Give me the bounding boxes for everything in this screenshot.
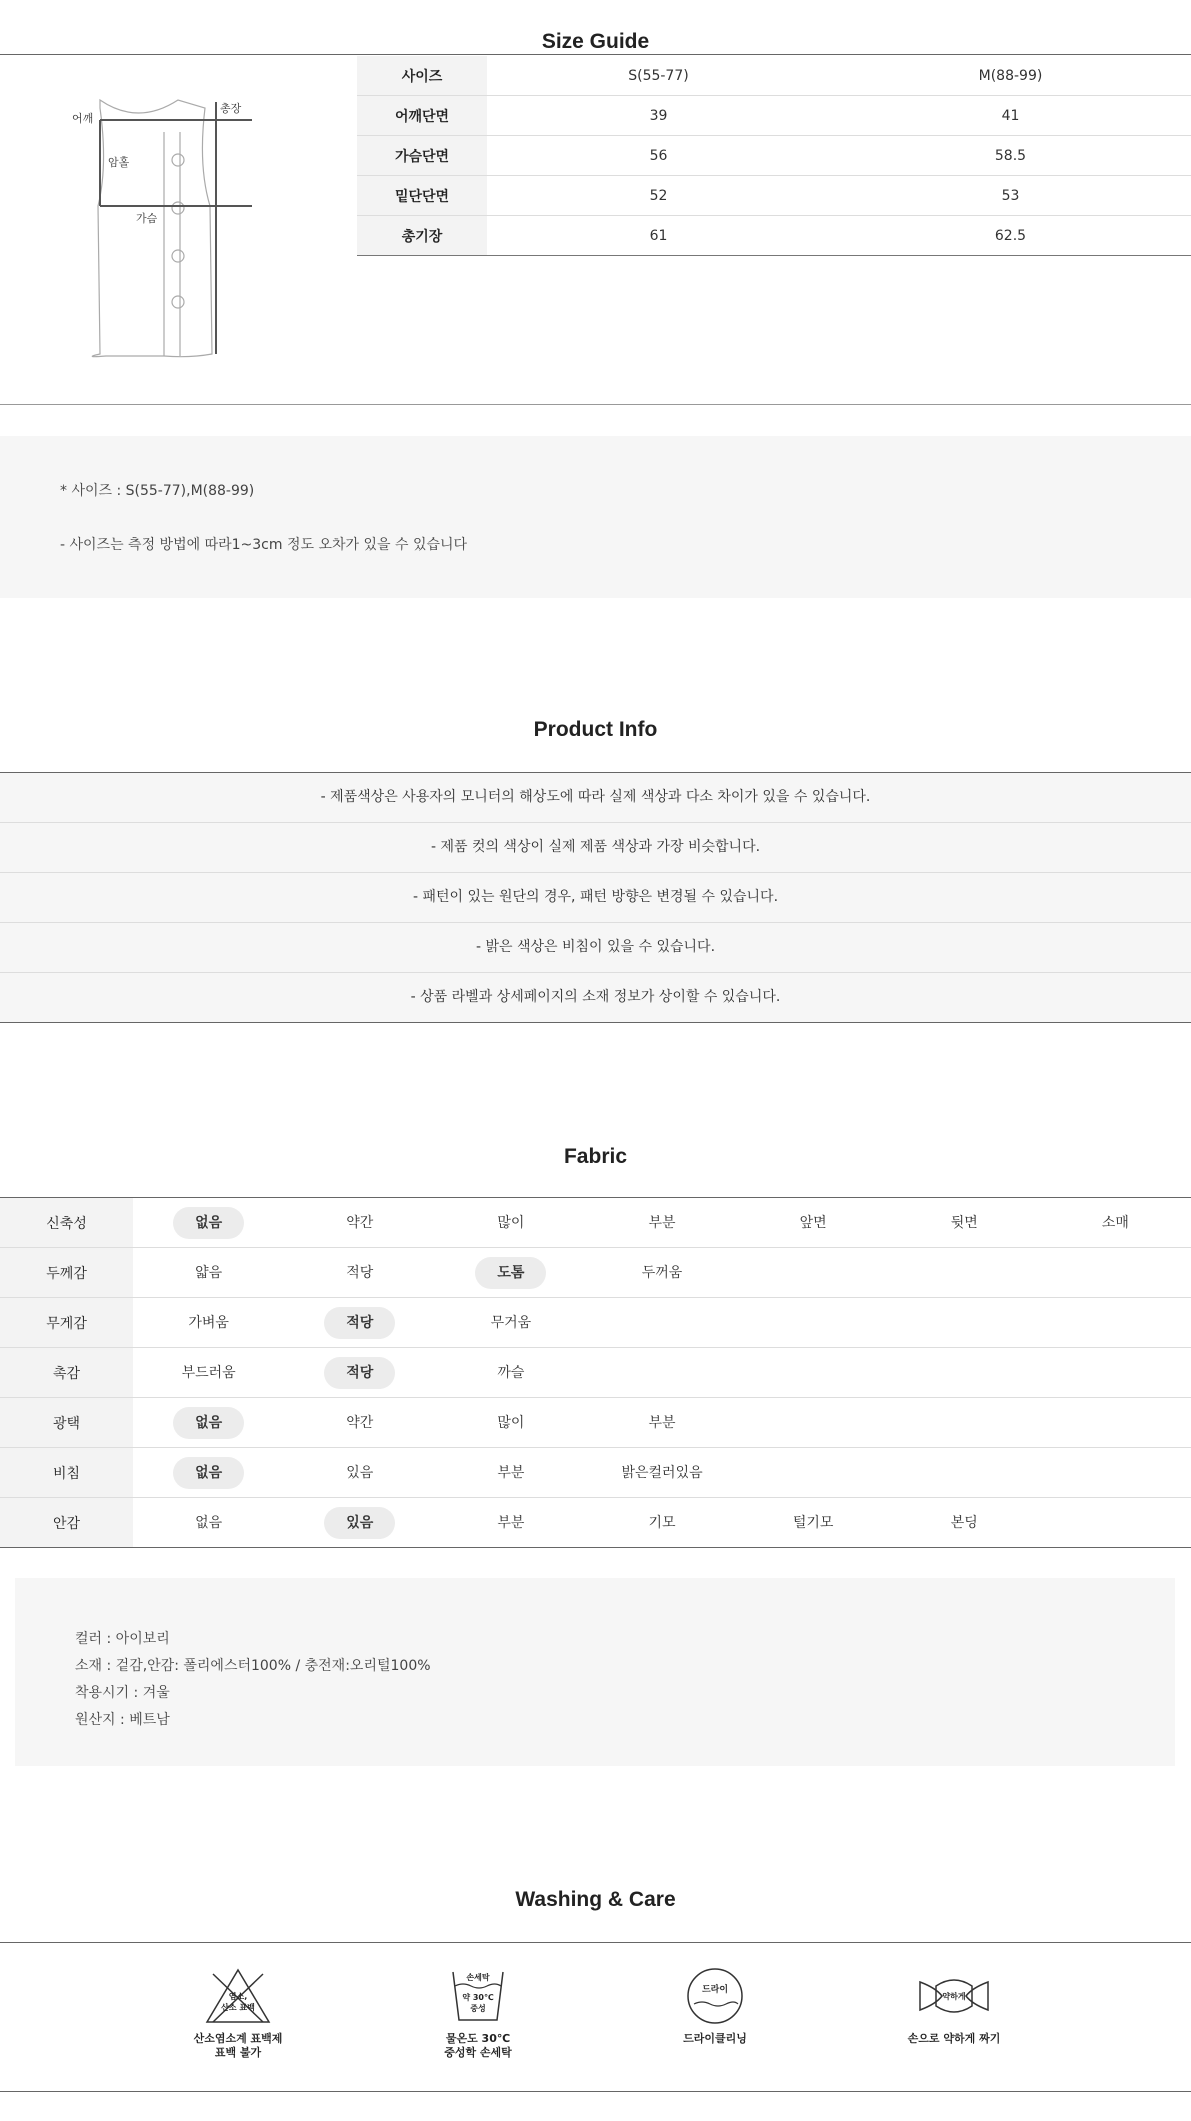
- fabric-row-label: 안감: [0, 1498, 133, 1548]
- product-info-line: - 제품색상은 사용자의 모니터의 해상도에 따라 실제 색상과 다소 차이가 있을 수 있습니다.: [0, 773, 1191, 823]
- fabric-option: 털기모: [792, 1514, 834, 1531]
- svg-text:약 30℃: 약 30℃: [462, 1993, 494, 2002]
- fabric-option: 가벼움: [188, 1314, 229, 1331]
- fabric-option: 앞면: [799, 1214, 827, 1231]
- washing-care-title: Washing & Care: [515, 1888, 676, 1911]
- washing-care-bottom-rule: [0, 2091, 1191, 2092]
- svg-text:중성: 중성: [470, 2004, 486, 2013]
- fabric-option: 부분: [497, 1464, 525, 1481]
- fabric-row-lining: [0, 1498, 1191, 1548]
- fabric-row-label: 촉감: [0, 1348, 133, 1398]
- button-2: [172, 202, 184, 214]
- size-cell: 52: [487, 176, 830, 216]
- fabric-option: 약간: [346, 1414, 374, 1431]
- product-info-title: Product Info: [533, 718, 658, 741]
- fabric-option-selected: 없음: [173, 1457, 244, 1489]
- fabric-row-weight: [0, 1298, 1191, 1348]
- size-cell: 58.5: [830, 136, 1191, 176]
- size-row-label: 밑단단면: [357, 176, 487, 216]
- size-row-shoulder: [357, 96, 1191, 136]
- fabric-detail-line: 컬러 : 아이보리: [75, 1631, 170, 1647]
- size-note-line: * 사이즈 : S(55-77),M(88-99): [60, 483, 255, 499]
- fabric-row-label: 신축성: [0, 1198, 133, 1248]
- button-3: [172, 250, 184, 262]
- care-label: 산소염소계 표백제 표백 불가: [193, 2032, 283, 2059]
- fabric-option: 약간: [346, 1214, 374, 1231]
- fabric-detail-line: 소재 : 겉감,안감: 폴리에스터100% / 충전재:오리털100%: [75, 1658, 431, 1674]
- fabric-option: 본딩: [950, 1514, 978, 1531]
- size-row-size: [357, 56, 1191, 96]
- size-cell: M(88-99): [830, 56, 1191, 96]
- svg-text:손세탁: 손세탁: [466, 1973, 490, 1982]
- fabric-row-label: 두께감: [0, 1248, 133, 1298]
- svg-text:염소,: 염소,: [228, 1992, 248, 2001]
- size-row-length: [357, 216, 1191, 256]
- product-info-line: - 제품 컷의 색상이 실제 제품 색상과 가장 비슷합니다.: [0, 823, 1191, 873]
- size-cell: 61: [487, 216, 830, 256]
- size-guide-bottom-rule: [0, 404, 1191, 405]
- size-cell: 39: [487, 96, 830, 136]
- fabric-row-label: 광택: [0, 1398, 133, 1448]
- vest-size-diagram: [60, 96, 260, 366]
- fabric-option: 밝은컬러있음: [621, 1464, 703, 1481]
- size-cell: 53: [830, 176, 1191, 216]
- fabric-title: Fabric: [563, 1145, 628, 1168]
- fabric-row-stretch: [0, 1198, 1191, 1248]
- size-row-chest: [357, 136, 1191, 176]
- size-row-label: 총기장: [357, 216, 487, 256]
- label-chest: 가슴: [136, 212, 158, 225]
- fabric-option-selected: 있음: [324, 1507, 395, 1539]
- care-label: 물온도 30℃ 중성학 손세탁: [444, 2032, 512, 2059]
- size-row-hem: [357, 176, 1191, 216]
- fabric-option: 얇음: [195, 1264, 223, 1281]
- hand-wash-icon: [443, 1966, 513, 2026]
- fabric-row-thickness: [0, 1248, 1191, 1298]
- fabric-option: 소매: [1101, 1214, 1129, 1231]
- washing-care-top-rule: [0, 1942, 1191, 1943]
- fabric-option: 부분: [497, 1514, 525, 1531]
- product-info-line: - 밝은 색상은 비침이 있을 수 있습니다.: [0, 923, 1191, 973]
- fabric-row-label: 비침: [0, 1448, 133, 1498]
- svg-text:드라이: 드라이: [701, 1985, 729, 1995]
- care-item-dry-clean: [625, 1966, 805, 2046]
- svg-text:산소 표백: 산소 표백: [221, 2003, 255, 2012]
- care-item-hand-wash: [388, 1966, 568, 2060]
- fabric-option: 까슬: [497, 1364, 525, 1381]
- fabric-option: 기모: [648, 1514, 676, 1531]
- svg-text:약하게: 약하게: [942, 1992, 966, 2001]
- fabric-row-gloss: [0, 1398, 1191, 1448]
- fabric-option: 없음: [195, 1514, 223, 1531]
- product-info-line: - 패턴이 있는 원단의 경우, 패턴 방향은 변경될 수 있습니다.: [0, 873, 1191, 923]
- label-length: 총장: [220, 102, 242, 115]
- fabric-option: 적당: [346, 1264, 374, 1281]
- button-1: [172, 154, 184, 166]
- size-table: [357, 56, 1191, 256]
- fabric-option-selected: 도톰: [475, 1257, 546, 1289]
- care-label: 손으로 약하게 짜기: [907, 2032, 1001, 2045]
- label-armhole: 암홀: [108, 156, 130, 169]
- size-row-label: 사이즈: [357, 56, 487, 96]
- size-cell: 56: [487, 136, 830, 176]
- size-cell: 62.5: [830, 216, 1191, 256]
- fabric-detail-line: 착용시기 : 겨울: [75, 1685, 170, 1701]
- size-guide-top-rule: [0, 54, 1191, 55]
- fabric-option-selected: 없음: [173, 1407, 244, 1439]
- fabric-option: 많이: [497, 1414, 525, 1431]
- fabric-option: 있음: [346, 1464, 374, 1481]
- product-info-line: - 상품 라벨과 상세페이지의 소재 정보가 상이할 수 있습니다.: [0, 973, 1191, 1023]
- size-row-label: 가슴단면: [357, 136, 487, 176]
- care-item-gentle-wring: [864, 1966, 1044, 2046]
- fabric-option-selected: 적당: [324, 1357, 395, 1389]
- fabric-table: [0, 1198, 1191, 1548]
- fabric-option-selected: 적당: [324, 1307, 395, 1339]
- fabric-option: 두꺼움: [641, 1264, 683, 1281]
- size-row-label: 어깨단면: [357, 96, 487, 136]
- fabric-row-sheerness: [0, 1448, 1191, 1498]
- fabric-details-box: [15, 1578, 1175, 1766]
- fabric-option: 무거움: [490, 1314, 532, 1331]
- fabric-detail-line: 원산지 : 베트남: [75, 1712, 170, 1728]
- vest-outline: [92, 100, 212, 357]
- size-guide-title: Size Guide: [541, 30, 650, 53]
- size-note-box: [0, 436, 1191, 598]
- size-cell: 41: [830, 96, 1191, 136]
- fabric-option: 부분: [648, 1214, 676, 1231]
- fabric-row-label: 무게감: [0, 1298, 133, 1348]
- fabric-option-selected: 없음: [173, 1207, 244, 1239]
- label-shoulder: 어깨: [72, 112, 94, 125]
- care-label: 드라이클리닝: [683, 2032, 747, 2045]
- gentle-wring-icon: [914, 1966, 994, 2026]
- no-bleach-icon: [203, 1966, 273, 2026]
- size-note-line: - 사이즈는 측정 방법에 따라1~3cm 정도 오차가 있을 수 있습니다: [60, 537, 468, 553]
- fabric-option: 부분: [648, 1414, 676, 1431]
- fabric-option: 부드러움: [181, 1364, 236, 1381]
- size-cell: S(55-77): [487, 56, 830, 96]
- button-4: [172, 296, 184, 308]
- fabric-row-texture: [0, 1348, 1191, 1398]
- dry-clean-icon: [680, 1966, 750, 2026]
- fabric-option: 많이: [497, 1214, 525, 1231]
- care-item-no-bleach: [148, 1966, 328, 2060]
- fabric-option: 뒷면: [950, 1214, 978, 1231]
